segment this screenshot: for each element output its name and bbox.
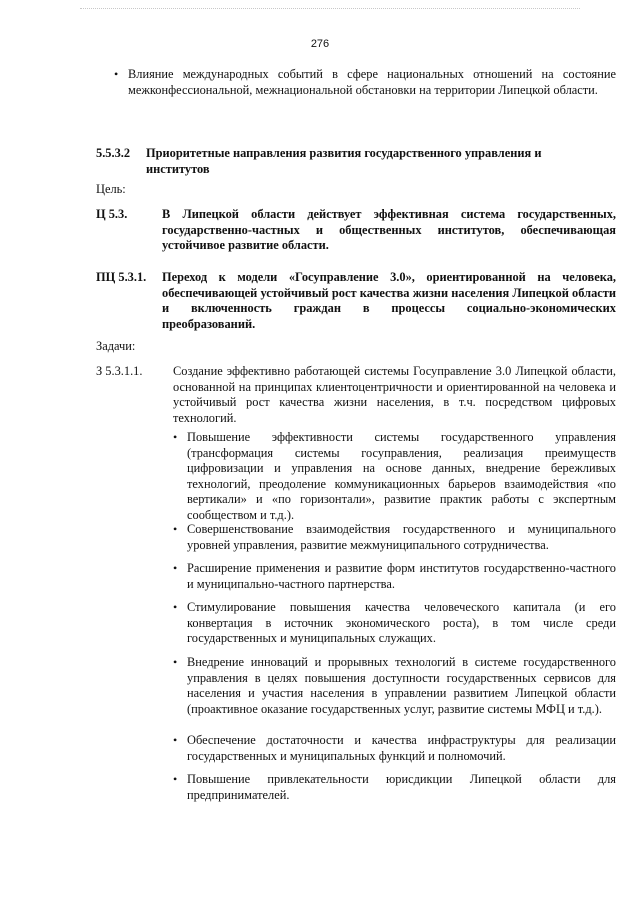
task-item: Расширение применения и развитие форм институтов государственно-частного и муниципально-частного партнерства.	[187, 561, 616, 591]
section-number: 5.5.3.2	[96, 146, 131, 160]
bullet-marker: •	[114, 67, 119, 81]
task-code: З 5.3.1.1.	[96, 364, 143, 378]
bullet-marker: •	[173, 430, 178, 444]
task-item: Повышение эффективности системы государственного управления (трансформация системы госуправления, реализация преимуществ цифровизации и управления на основе данных, внедрение бережливых технологий, преодоление коммуникационных барьеров взаимодействия «по вертикали» и «по горизонтали», развитие практик работы с экспертным сообществом и т.д.).	[187, 430, 616, 522]
goal-label: Цель:	[96, 182, 126, 196]
task-item: Совершенствование взаимодействия государственного и муниципального уровней управления, развитие межмуниципального сотрудничества.	[187, 522, 616, 552]
task-item: Обеспечение достаточности и качества инфраструктуры для реализации государственных и муниципальных функций и полномочий.	[187, 733, 616, 763]
task-text: Создание эффективно работающей системы Госуправление 3.0 Липецкой области, основанной на принципах клиентоцентричности и ориентированной на человека и устойчивый рост качества жизни населения, в т.ч. посредством цифровых технологий.	[173, 364, 616, 425]
bullet-marker: •	[173, 772, 178, 786]
bullet-marker: •	[173, 522, 178, 536]
goal-code: Ц 5.3.	[96, 207, 128, 221]
top-bullet-text: Влияние международных событий в сфере национальных отношений на состояние межконфессиональной, межнациональной обстановки на территории Липецкой области.	[128, 67, 616, 97]
section-title: Приоритетные направления развития государственного управления и институтов	[146, 146, 542, 176]
subgoal-text: Переход к модели «Госуправление 3.0», ориентированной на человека, обеспечивающей устойчивый рост качества жизни населения Липецкой области и включенность граждан в процессы социально-экономических преобразований.	[162, 270, 616, 331]
bullet-marker: •	[173, 600, 178, 614]
bullet-marker: •	[173, 655, 178, 669]
tasks-label: Задачи:	[96, 339, 136, 353]
subgoal-code: ПЦ 5.3.1.	[96, 270, 147, 284]
task-item: Внедрение инноваций и прорывных технологий в системе государственного управления в целях повышения доступности государственных сервисов для населения и участия населения в управлении развитием Липецкой области (проактивное оказание государственных услуг, развитие системы МФЦ и т.д.).	[187, 655, 616, 716]
page-number: 276	[310, 38, 330, 50]
task-item: Стимулирование повышения качества человеческого капитала (и его конвертация в источник экономического роста), в том числе среди государственных и муниципальных служащих.	[187, 600, 616, 646]
task-item: Повышение привлекательности юрисдикции Липецкой области для предпринимателей.	[187, 772, 616, 802]
goal-text: В Липецкой области действует эффективная система государственных, государственно-частных и общественных институтов, обеспечивающая устойчивое развитие области.	[162, 207, 616, 253]
bullet-marker: •	[173, 733, 178, 747]
scan-edge-line	[80, 8, 580, 9]
bullet-marker: •	[173, 561, 178, 575]
